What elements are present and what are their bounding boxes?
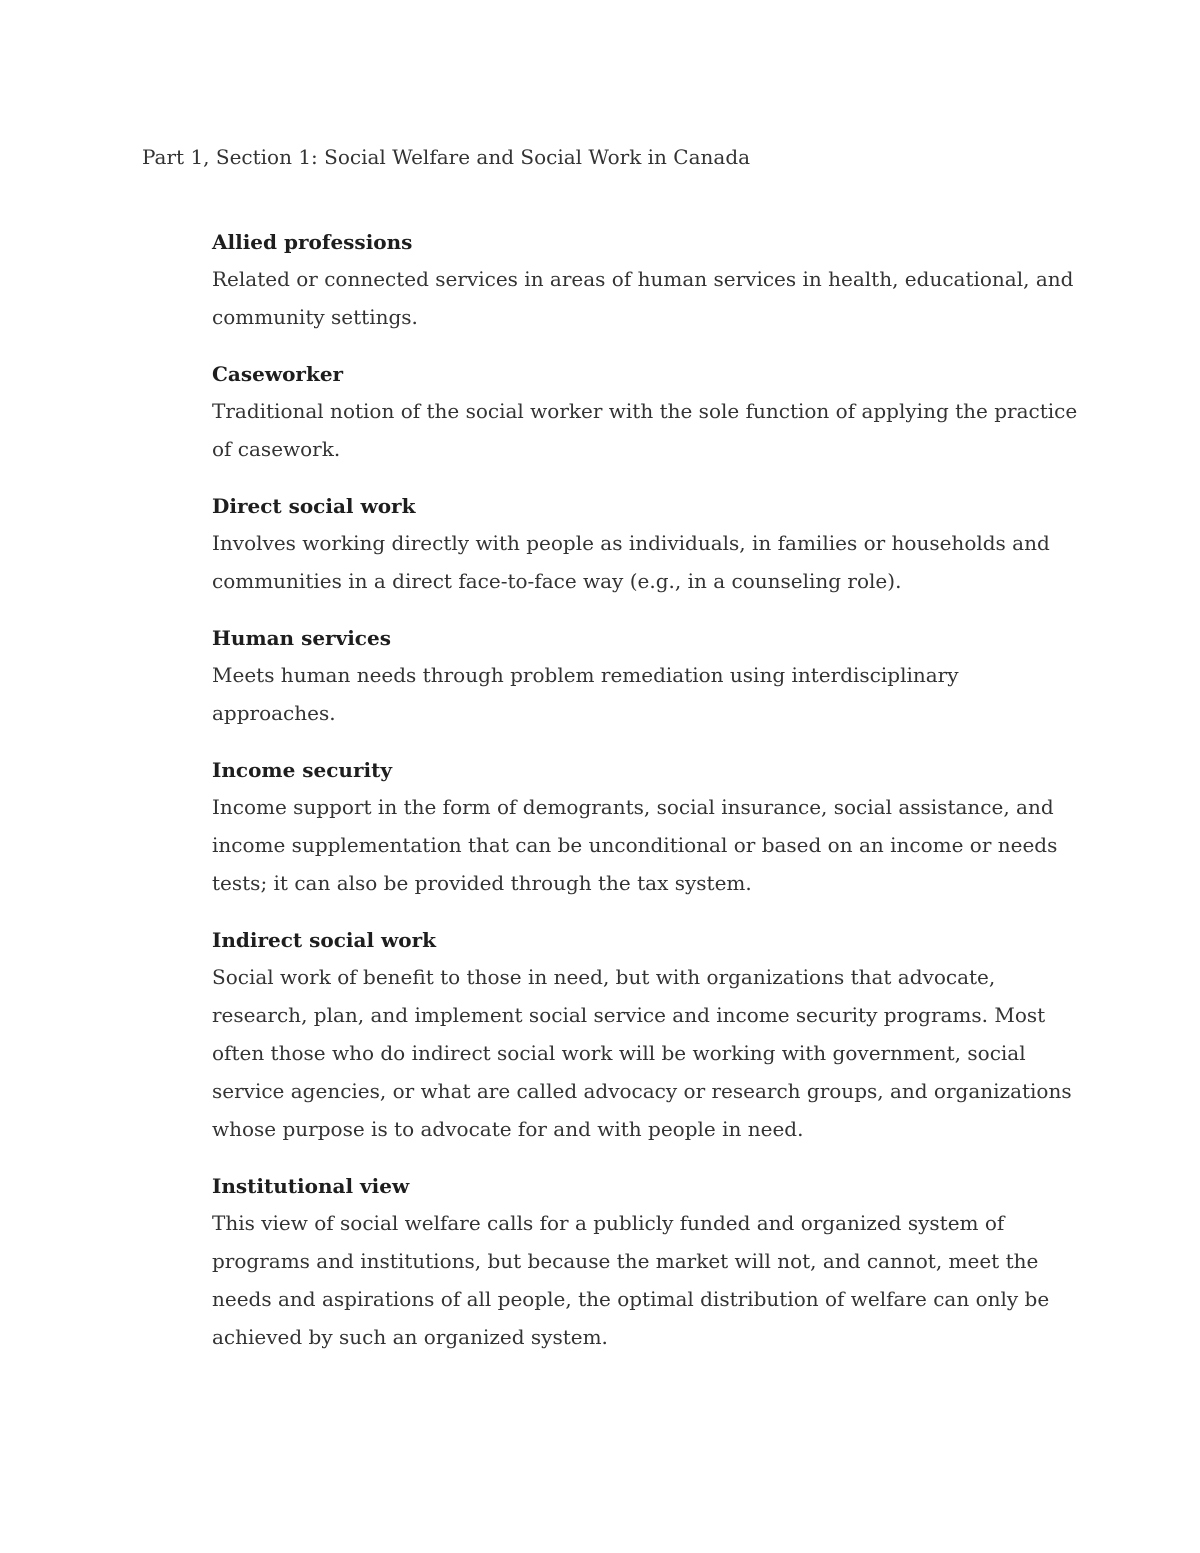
glossary-list: [212, 228, 1082, 1380]
glossary-definition: Social work of benefit to those in need, but with organizations that advocate, research, plan, and implement social service and income security programs. Most often those who do indirect social work will be working with government, social service agencies, or what are called advocacy or research groups, and organizations whose purpose is to advocate for and with people in need.: [212, 965, 1072, 1141]
glossary-entry-human-services: [212, 624, 1082, 732]
glossary-definition: Meets human needs through problem remediation using interdisciplinary approaches.: [212, 663, 959, 725]
glossary-entry-direct-social-work: [212, 492, 1082, 600]
glossary-term: Income security: [212, 758, 392, 782]
glossary-entry-caseworker: [212, 360, 1082, 468]
glossary-entry-indirect-social-work: [212, 926, 1082, 1148]
glossary-term: Direct social work: [212, 494, 416, 518]
glossary-term: Institutional view: [212, 1174, 410, 1198]
glossary-term: Human services: [212, 626, 391, 650]
glossary-definition: Traditional notion of the social worker with the sole function of applying the practice of casework.: [212, 399, 1078, 461]
glossary-term: Allied professions: [212, 230, 413, 254]
glossary-term: Caseworker: [212, 362, 344, 386]
glossary-definition: Related or connected services in areas of human services in health, educational, and community settings.: [212, 267, 1074, 329]
glossary-definition: Involves working directly with people as individuals, in families or households and communities in a direct face-to-face way (e.g., in a counseling role).: [212, 531, 1050, 593]
glossary-definition: This view of social welfare calls for a publicly funded and organized system of programs and institutions, but because the market will not, and cannot, meet the needs and aspirations of all people, the optimal distribution of welfare can only be achieved by such an organized system.: [212, 1211, 1050, 1349]
glossary-entry-institutional-view: [212, 1172, 1082, 1356]
glossary-entry-income-security: [212, 756, 1082, 902]
glossary-definition: Income support in the form of demogrants, social insurance, social assistance, and income supplementation that can be unconditional or based on an income or needs tests; it can also be provided through the tax system.: [212, 795, 1058, 895]
glossary-entry-allied-professions: [212, 228, 1082, 336]
glossary-term: Indirect social work: [212, 928, 436, 952]
document-title: Part 1, Section 1: Social Welfare and Social Work in Canada: [142, 145, 751, 169]
